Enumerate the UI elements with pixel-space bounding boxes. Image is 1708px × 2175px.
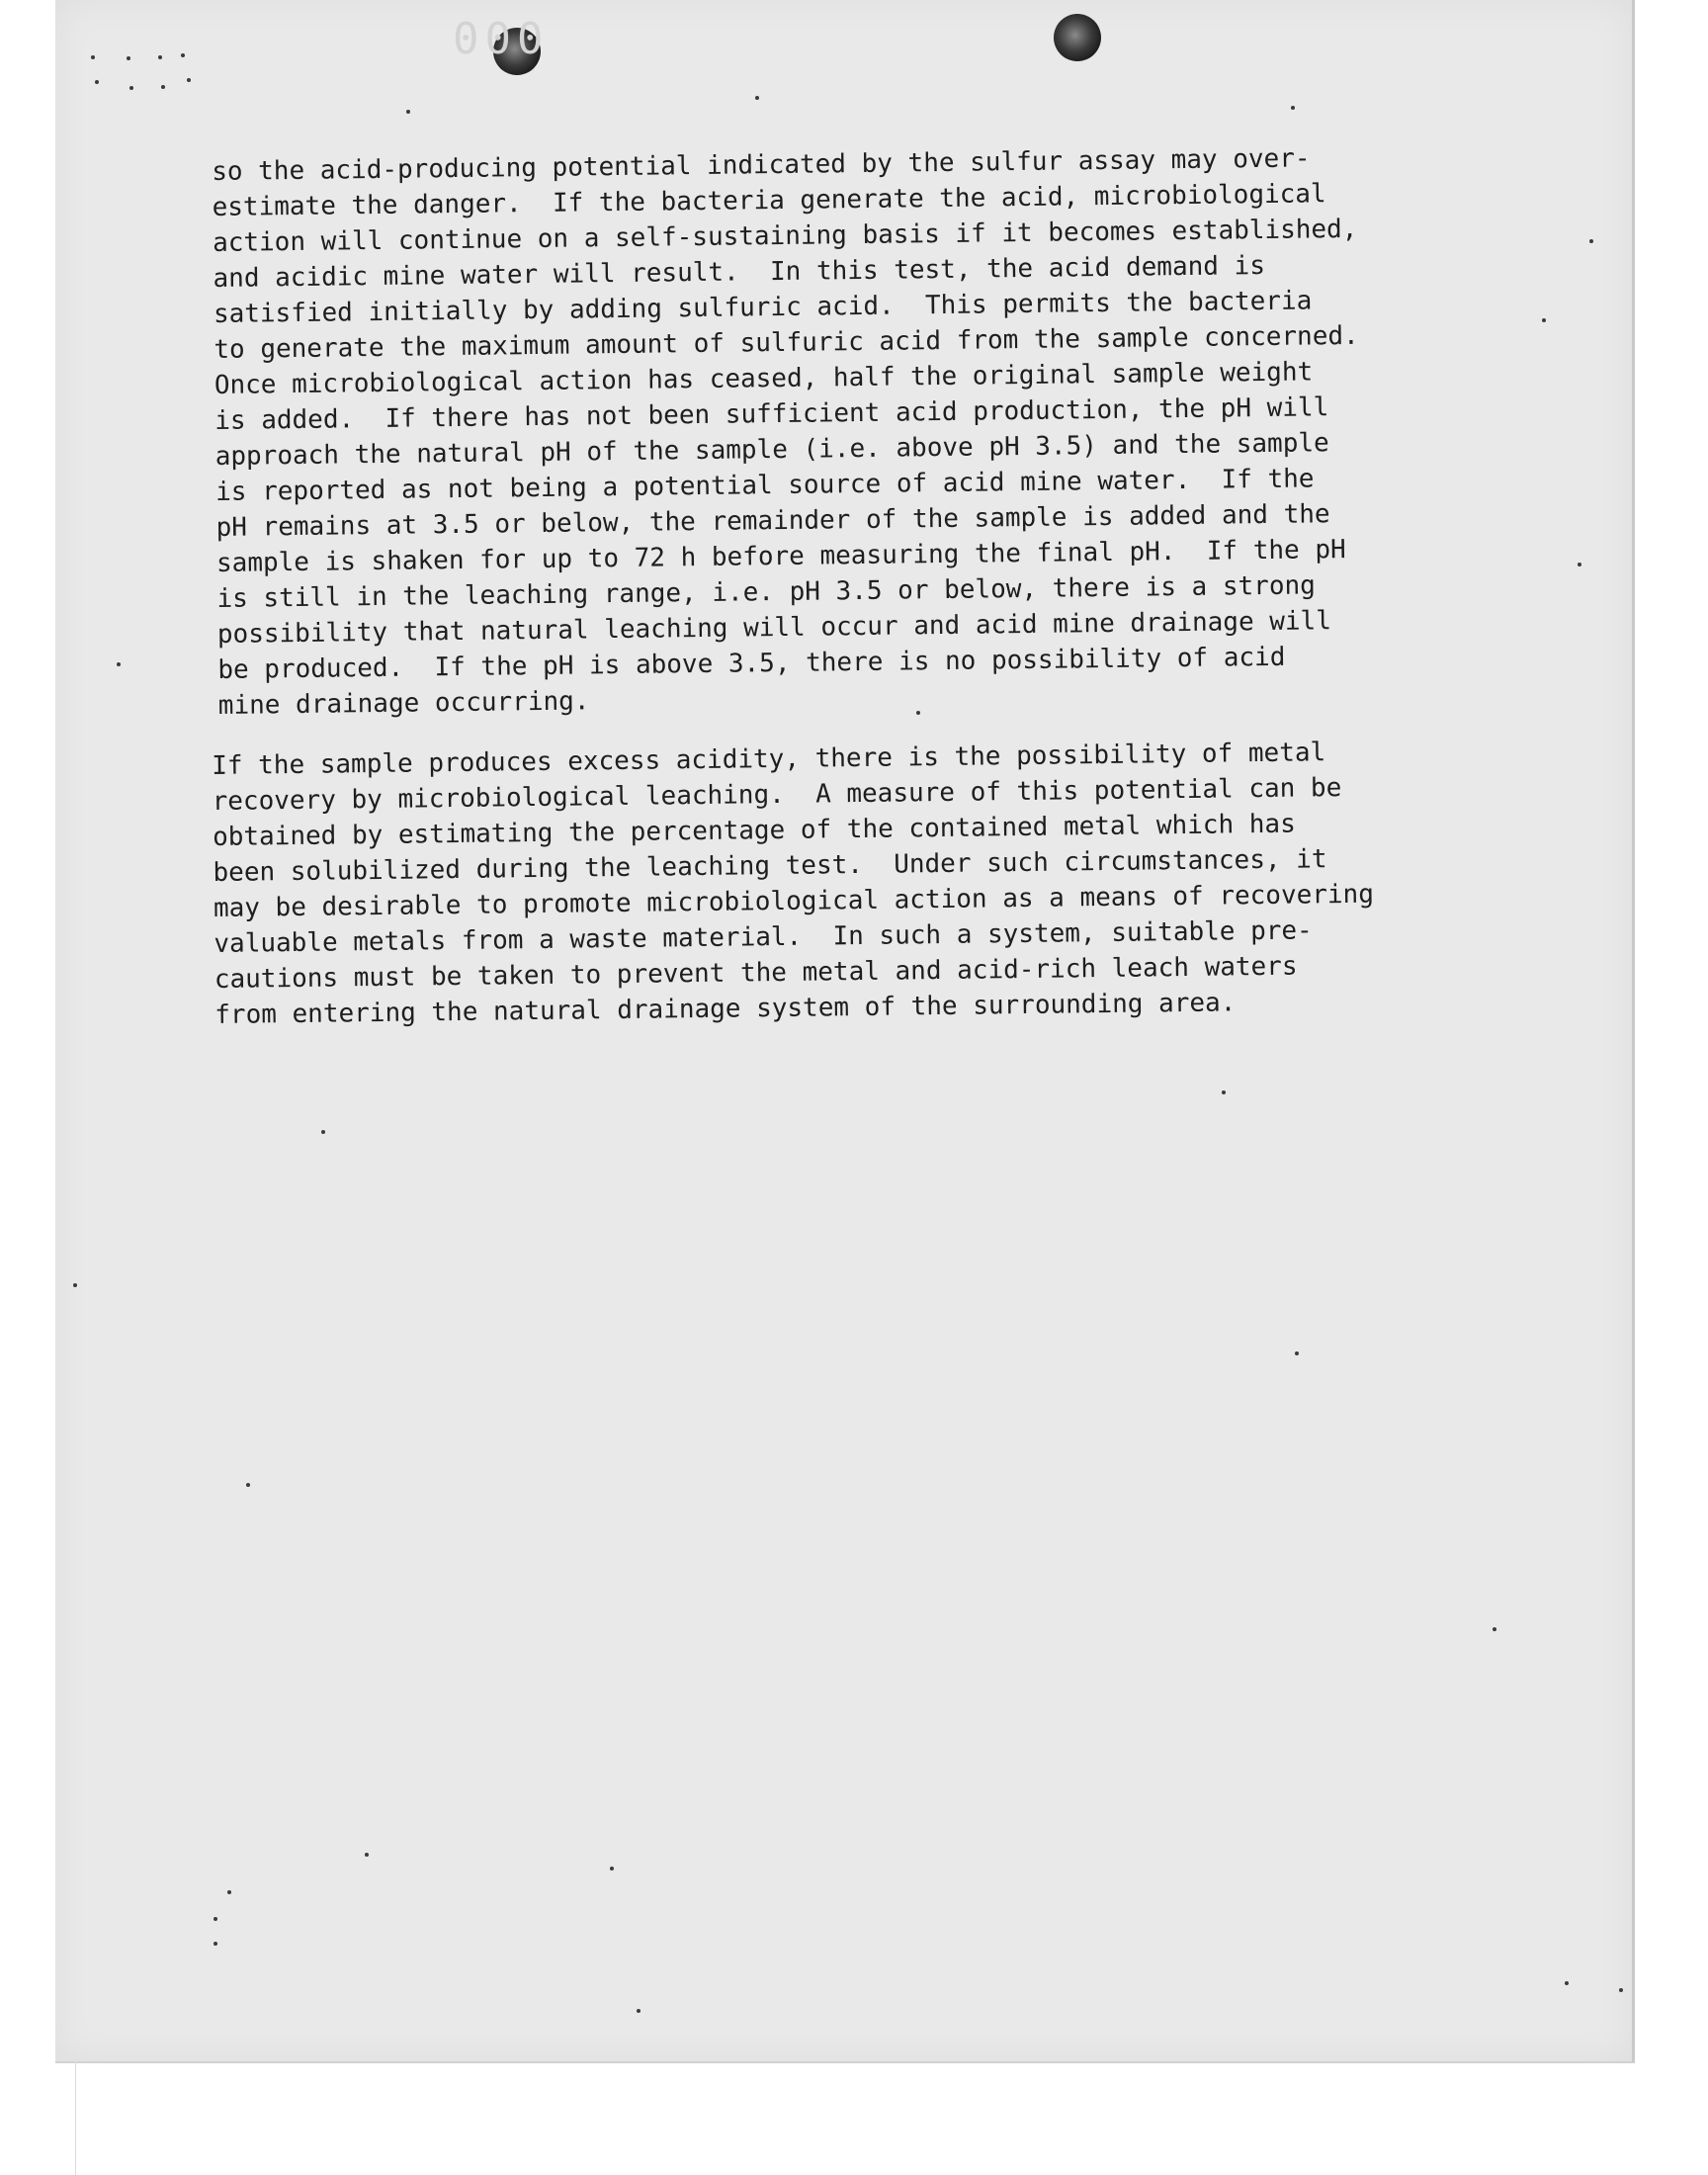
speck — [1493, 1627, 1496, 1631]
speck — [1291, 106, 1295, 110]
speck — [214, 1942, 217, 1946]
text-line: be produced. If the pH is above 3.5, there is no possibility of acid — [217, 642, 1286, 685]
body-paragraph-2 — [212, 732, 1598, 1033]
text-line: mine drainage occurring. — [217, 686, 590, 721]
text-line: valuable metals from a waste material. In such a system, suitable pre- — [214, 915, 1313, 959]
speck — [1619, 1988, 1623, 1992]
speck — [158, 55, 162, 59]
speck — [91, 55, 95, 59]
speck — [637, 2009, 640, 2013]
speck — [187, 78, 191, 82]
speck — [365, 1853, 369, 1857]
text-line: and acidic mine water will result. In this test, the acid demand is — [213, 250, 1266, 294]
text-line: action will continue on a self-sustaining basis if it becomes established, — [212, 214, 1358, 258]
text-line: satisfied initially by adding sulfuric acid. This permits the bacteria — [213, 286, 1313, 329]
speck — [181, 53, 185, 57]
speck — [117, 662, 121, 666]
paper-edge-line — [75, 2061, 76, 2175]
text-line: may be desirable to promote microbiological action as a means of recovering — [213, 879, 1375, 923]
speck — [1565, 1981, 1569, 1985]
speck — [755, 96, 759, 100]
speck — [321, 1130, 325, 1134]
text-line: to generate the maximum amount of sulfuric acid from the sample concerned. — [214, 320, 1359, 365]
speck — [1222, 1090, 1226, 1094]
body-paragraph-1 — [212, 137, 1602, 724]
text-line: pH remains at 3.5 or below, the remainder of the sample is added and the — [215, 499, 1330, 543]
speck — [1295, 1351, 1299, 1355]
faded-stamp: 000 — [453, 14, 550, 64]
text-line: been solubilized during the leaching test. Under such circumstances, it — [213, 844, 1327, 888]
text-line: recovery by microbiological leaching. A measure of this potential can be — [212, 773, 1342, 817]
text-line: possibility that natural leaching will occur and acid mine drainage will — [216, 606, 1332, 650]
text-line: approach the natural pH of the sample (i.e. above pH 3.5) and the sample — [214, 428, 1329, 472]
text-line: obtained by estimating the percentage of the contained metal which has — [212, 809, 1296, 852]
speck — [214, 1917, 217, 1921]
text-line: estimate the danger. If the bacteria generate the acid, microbiological — [212, 179, 1326, 222]
speck — [406, 110, 410, 114]
speck — [95, 80, 99, 84]
text-line: is reported as not being a potential source of acid mine water. If the — [214, 464, 1315, 507]
text-line: sample is shaken for up to 72 h before measuring the final pH. If the pH — [215, 535, 1346, 578]
text-line: is still in the leaching range, i.e. pH 3.5 or below, there is a strong — [216, 570, 1316, 614]
text-line: so the acid-producing potential indicated by the sulfur assay may over- — [212, 143, 1311, 187]
text-line: Once microbiological action has ceased, half the original sample weight — [214, 357, 1314, 400]
speck — [161, 85, 165, 89]
text-line: from entering the natural drainage system of the surrounding area. — [214, 988, 1237, 1030]
speck — [129, 86, 133, 90]
text-line: is added. If there has not been sufficient acid production, the pH will — [214, 392, 1329, 436]
speck — [73, 1283, 77, 1287]
speck — [246, 1483, 250, 1487]
speck — [610, 1867, 614, 1870]
text-line: cautions must be taken to prevent the metal and acid-rich leach waters — [214, 951, 1298, 995]
binder-hole-right-icon — [1054, 14, 1101, 61]
text-line: If the sample produces excess acidity, there is the possibility of metal — [212, 738, 1326, 781]
speck — [227, 1890, 231, 1894]
speck — [127, 56, 130, 60]
